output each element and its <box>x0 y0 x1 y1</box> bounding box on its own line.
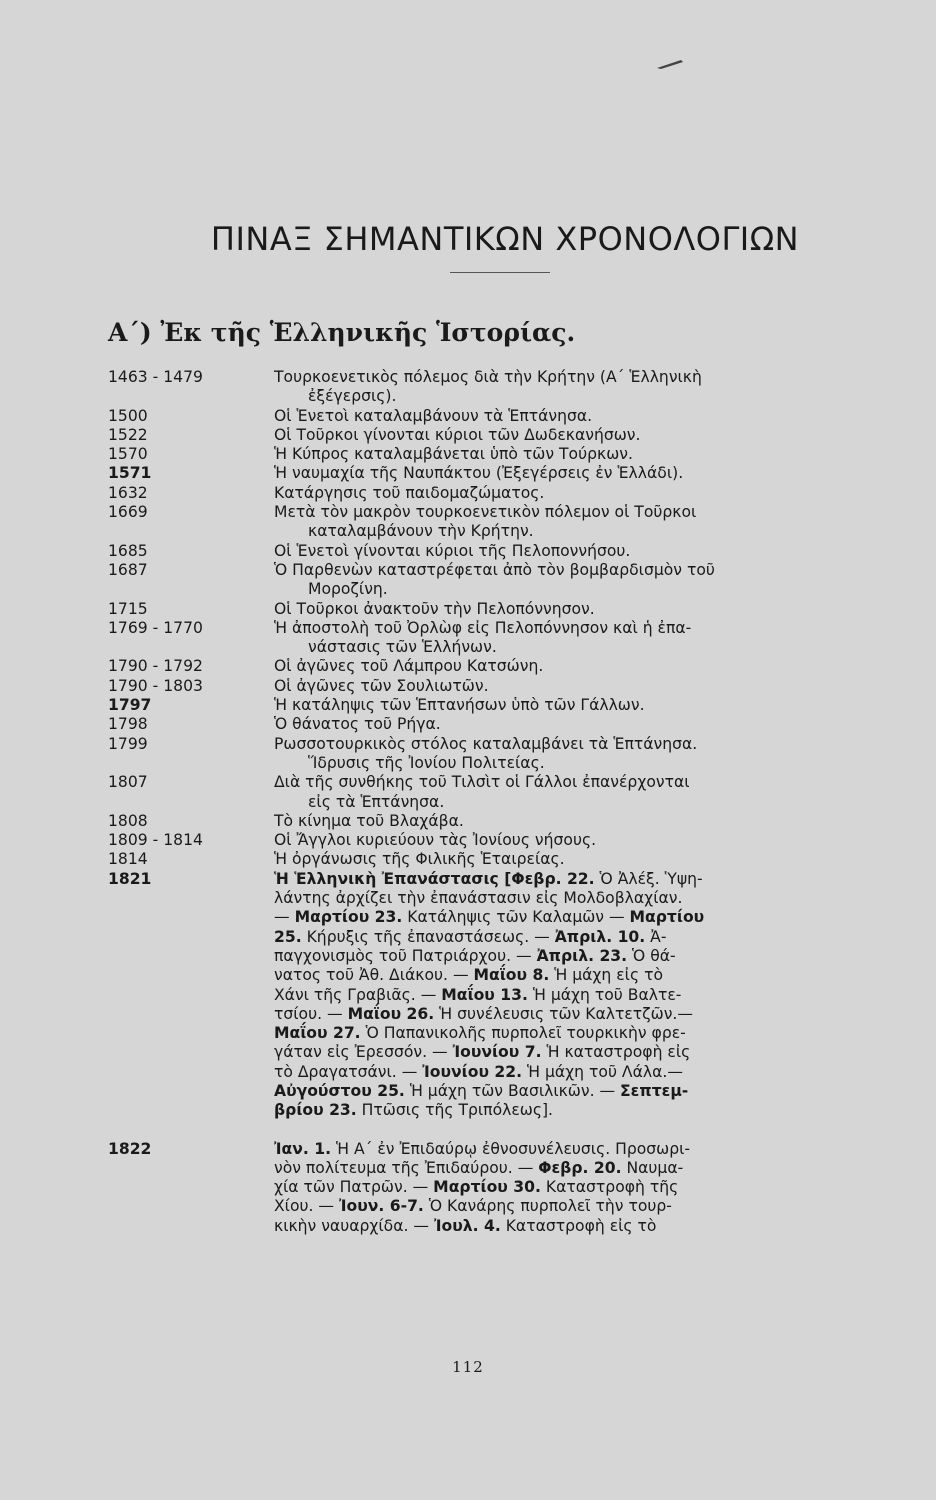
entry-text <box>274 677 898 696</box>
entry-line: Οἱ Τοῦρκοι γίνονται κύριοι τῶν Δωδεκανήσων. <box>274 425 641 444</box>
entry-text <box>274 542 898 561</box>
entry-year: 1790 - 1803 <box>108 676 203 695</box>
entry-line: χία τῶν Πατρῶν. — Μαρτίου 30. Καταστροφὴ τῆς <box>274 1178 679 1197</box>
chronology-entry <box>108 368 898 407</box>
chronology-entry <box>108 715 898 734</box>
entry-text <box>274 561 898 600</box>
entry-text <box>274 1140 898 1236</box>
entry-line: Τουρκοενετικὸς πόλεμος διὰ τὴν Κρήτην (Α΄ Ἑλληνικὴ <box>274 368 702 386</box>
entry-year: 1814 <box>108 850 148 869</box>
entry-text <box>274 773 898 812</box>
entry-text <box>274 426 898 445</box>
entry-year: 1669 <box>108 503 148 522</box>
chronology-entry <box>108 870 898 1121</box>
entry-year: 1807 <box>108 773 148 792</box>
entry-continuation: εἰς τὰ Ἑπτάνησα. <box>308 792 445 811</box>
entry-line: Ἡ Ἑλληνικὴ Ἐπανάστασις [Φεβρ. 22. Ὁ Ἀλέξ. Ὑψη- <box>274 869 703 888</box>
entry-line: Ὁ θάνατος τοῦ Ρήγα. <box>274 715 441 734</box>
chronology-entry <box>108 426 898 445</box>
entry-text <box>274 600 898 619</box>
entry-year: 1799 <box>108 734 148 753</box>
entry-year: 1570 <box>108 445 148 464</box>
entry-line: Οἱ Ἑνετοὶ καταλαμβάνουν τὰ Ἑπτάνησα. <box>274 406 593 425</box>
entry-text <box>274 735 898 774</box>
chronology-entry <box>108 542 898 561</box>
entry-line: Ἡ ναυμαχία τῆς Ναυπάκτου (Ἐξεγέρσεις ἐν Ἑλλάδι). <box>274 464 684 483</box>
chronology-entry <box>108 735 898 774</box>
entry-line: Τὸ κίνημα τοῦ Βλαχάβα. <box>274 811 464 830</box>
entry-continuation: ἐξέγερσις). <box>308 387 397 406</box>
chronology-entry <box>108 812 898 831</box>
entry-text <box>274 503 898 542</box>
entry-year: 1687 <box>108 560 148 579</box>
entry-text <box>274 715 898 734</box>
entry-line: Αὐγούστου 25. Ἡ μάχη τῶν Βασιλικῶν. — Σεπτεμ- <box>274 1081 689 1100</box>
entry-year: 1790 - 1792 <box>108 657 203 676</box>
entry-continuation: Ἵδρυσις τῆς Ἰονίου Πολιτείας. <box>308 753 545 772</box>
entry-line: Οἱ Τοῦρκοι ἀνακτοῦν τὴν Πελοπόννησον. <box>274 599 595 618</box>
entry-line: — Μαρτίου 23. Κατάληψις τῶν Καλαμῶν — Μαρτίου <box>274 908 705 927</box>
entry-line: Ἡ ἀποστολὴ τοῦ Ὀρλὼφ εἰς Πελοπόννησον καὶ ἡ ἐπα- <box>274 618 692 637</box>
entry-line: Μαΐου 27. Ὁ Παπανικολῆς πυρπολεῖ τουρκικὴν φρε- <box>274 1024 686 1043</box>
entry-line: γάταν εἰς Ἐρεσσόν. — Ἰουνίου 7. Ἡ καταστροφὴ εἰς <box>274 1043 691 1062</box>
chronology-list <box>108 368 898 1236</box>
entry-line: νὸν πολίτευμα τῆς Ἐπιδαύρου. — Φεβρ. 20. Ναυμα- <box>274 1158 684 1177</box>
chronology-entry <box>108 600 898 619</box>
entry-text <box>274 870 898 1121</box>
entry-continuation: νάστασις τῶν Ἑλλήνων. <box>308 638 497 657</box>
entry-line: τὸ Δραγατσάνι. — Ἰουνίου 22. Ἡ μάχη τοῦ Λάλα.— <box>274 1062 683 1081</box>
entry-text <box>274 657 898 676</box>
entry-line: 25. Κήρυξις τῆς ἐπαναστάσεως. — Ἀπριλ. 10. Ἀ- <box>274 927 667 946</box>
entry-line: Οἱ Ἑνετοὶ γίνονται κύριοι τῆς Πελοποννήσου. <box>274 541 631 560</box>
entry-text <box>274 484 898 503</box>
entry-line: Ἡ Κύπρος καταλαμβάνεται ὑπὸ τῶν Τούρκων. <box>274 445 633 464</box>
entry-line: τσίου. — Μαΐου 26. Ἡ συνέλευσις τῶν Καλτετζῶν.— <box>274 1004 693 1023</box>
entry-text <box>274 619 898 658</box>
entry-year: 1715 <box>108 599 148 618</box>
entry-year: 1500 <box>108 406 148 425</box>
entry-continuation: καταλαμβάνουν τὴν Κρήτην. <box>308 522 534 541</box>
entry-line: Διὰ τῆς συνθήκης τοῦ Τιλσὶτ οἱ Γάλλοι ἐπανέρχονται <box>274 773 690 792</box>
page-title: ΠΙΝΑΞ ΣΗΜΑΝΤΙΚΩΝ ΧΡΟΝΟΛΟΓΙΩΝ <box>210 220 800 258</box>
chronology-entry <box>108 619 898 658</box>
entry-line: Μετὰ τὸν μακρὸν τουρκοενετικὸν πόλεμον οἱ Τοῦρκοι <box>274 503 697 522</box>
ink-mark <box>655 58 685 70</box>
entry-year: 1821 <box>108 869 152 888</box>
entry-year: 1769 - 1770 <box>108 618 203 637</box>
entry-year: 1808 <box>108 811 148 830</box>
entry-year: 1809 - 1814 <box>108 831 203 850</box>
title-divider <box>450 272 550 273</box>
entry-text <box>274 368 898 407</box>
chronology-entry <box>108 1140 898 1236</box>
entry-text <box>274 696 898 715</box>
entry-line: Χίου. — Ἰουν. 6-7. Ὁ Κανάρης πυρπολεῖ τὴν τουρ- <box>274 1197 672 1216</box>
entry-line: Ἡ ὀργάνωσις τῆς Φιλικῆς Ἑταιρείας. <box>274 850 565 869</box>
entry-line: Ἡ κατάληψις τῶν Ἑπτανήσων ὑπὸ τῶν Γάλλων. <box>274 696 645 715</box>
entry-line: Χάνι τῆς Γραβιᾶς. — Μαΐου 13. Ἡ μάχη τοῦ Βαλτε- <box>274 985 682 1004</box>
entry-line: Ἰαν. 1. Ἡ Α΄ ἐν Ἐπιδαύρῳ ἐθνοσυνέλευσις. Προσωρι- <box>274 1139 691 1158</box>
entry-line: Οἱ ἀγῶνες τοῦ Λάμπρου Κατσώνη. <box>274 657 544 676</box>
chronology-entry <box>108 503 898 542</box>
chronology-entry <box>108 484 898 503</box>
entry-text <box>274 464 898 483</box>
chronology-entry <box>108 850 898 869</box>
entry-year: 1522 <box>108 425 148 444</box>
entry-text <box>274 445 898 464</box>
chronology-entry <box>108 696 898 715</box>
entry-text <box>274 831 898 850</box>
chronology-entry <box>108 773 898 812</box>
entry-line: παγχονισμὸς τοῦ Πατριάρχου. — Ἀπριλ. 23. Ὁ θά- <box>274 946 676 965</box>
entry-year: 1463 - 1479 <box>108 368 203 386</box>
entry-text <box>274 850 898 869</box>
entry-year: 1797 <box>108 696 152 715</box>
entry-year: 1798 <box>108 715 148 734</box>
entry-year: 1822 <box>108 1139 152 1158</box>
entry-text <box>274 812 898 831</box>
chronology-entry <box>108 657 898 676</box>
chronology-entry <box>108 831 898 850</box>
section-heading: Α΄) Ἐκ τῆς Ἑλληνικῆς Ἱστορίας. <box>108 318 576 347</box>
entry-year: 1685 <box>108 541 148 560</box>
entry-line: Ρωσσοτουρκικὸς στόλος καταλαμβάνει τὰ Ἑπτάνησα. <box>274 734 698 753</box>
entry-line: λάντης ἀρχίζει τὴν ἐπανάστασιν εἰς Μολδοβλαχίαν. <box>274 889 683 908</box>
chronology-entry <box>108 445 898 464</box>
chronology-entry <box>108 464 898 483</box>
entry-text <box>274 407 898 426</box>
entry-line: κικὴν ναυαρχίδα. — Ἰουλ. 4. Καταστροφὴ εἰς τὸ <box>274 1216 657 1235</box>
entry-continuation: Μοροζίνη. <box>308 580 388 599</box>
entry-line: Οἱ ἀγῶνες τῶν Σουλιωτῶν. <box>274 676 489 695</box>
entry-line: Οἱ Ἄγγλοι κυριεύουν τὰς Ἰονίους νήσους. <box>274 831 597 850</box>
chronology-entry <box>108 677 898 696</box>
entry-line: Ὁ Παρθενὼν καταστρέφεται ἀπὸ τὸν βομβαρδισμὸν τοῦ <box>274 560 715 579</box>
entry-year: 1632 <box>108 483 148 502</box>
chronology-entry <box>108 407 898 426</box>
page-number: 112 <box>452 1358 484 1376</box>
entry-line: νατος τοῦ Ἀθ. Διάκου. — Μαΐου 8. Ἡ μάχη εἰς τὸ <box>274 966 663 985</box>
entry-year: 1571 <box>108 464 152 483</box>
entry-line: βρίου 23. Πτῶσις τῆς Τριπόλεως]. <box>274 1101 554 1120</box>
entry-line: Κατάργησις τοῦ παιδομαζώματος. <box>274 483 545 502</box>
chronology-entry <box>108 561 898 600</box>
